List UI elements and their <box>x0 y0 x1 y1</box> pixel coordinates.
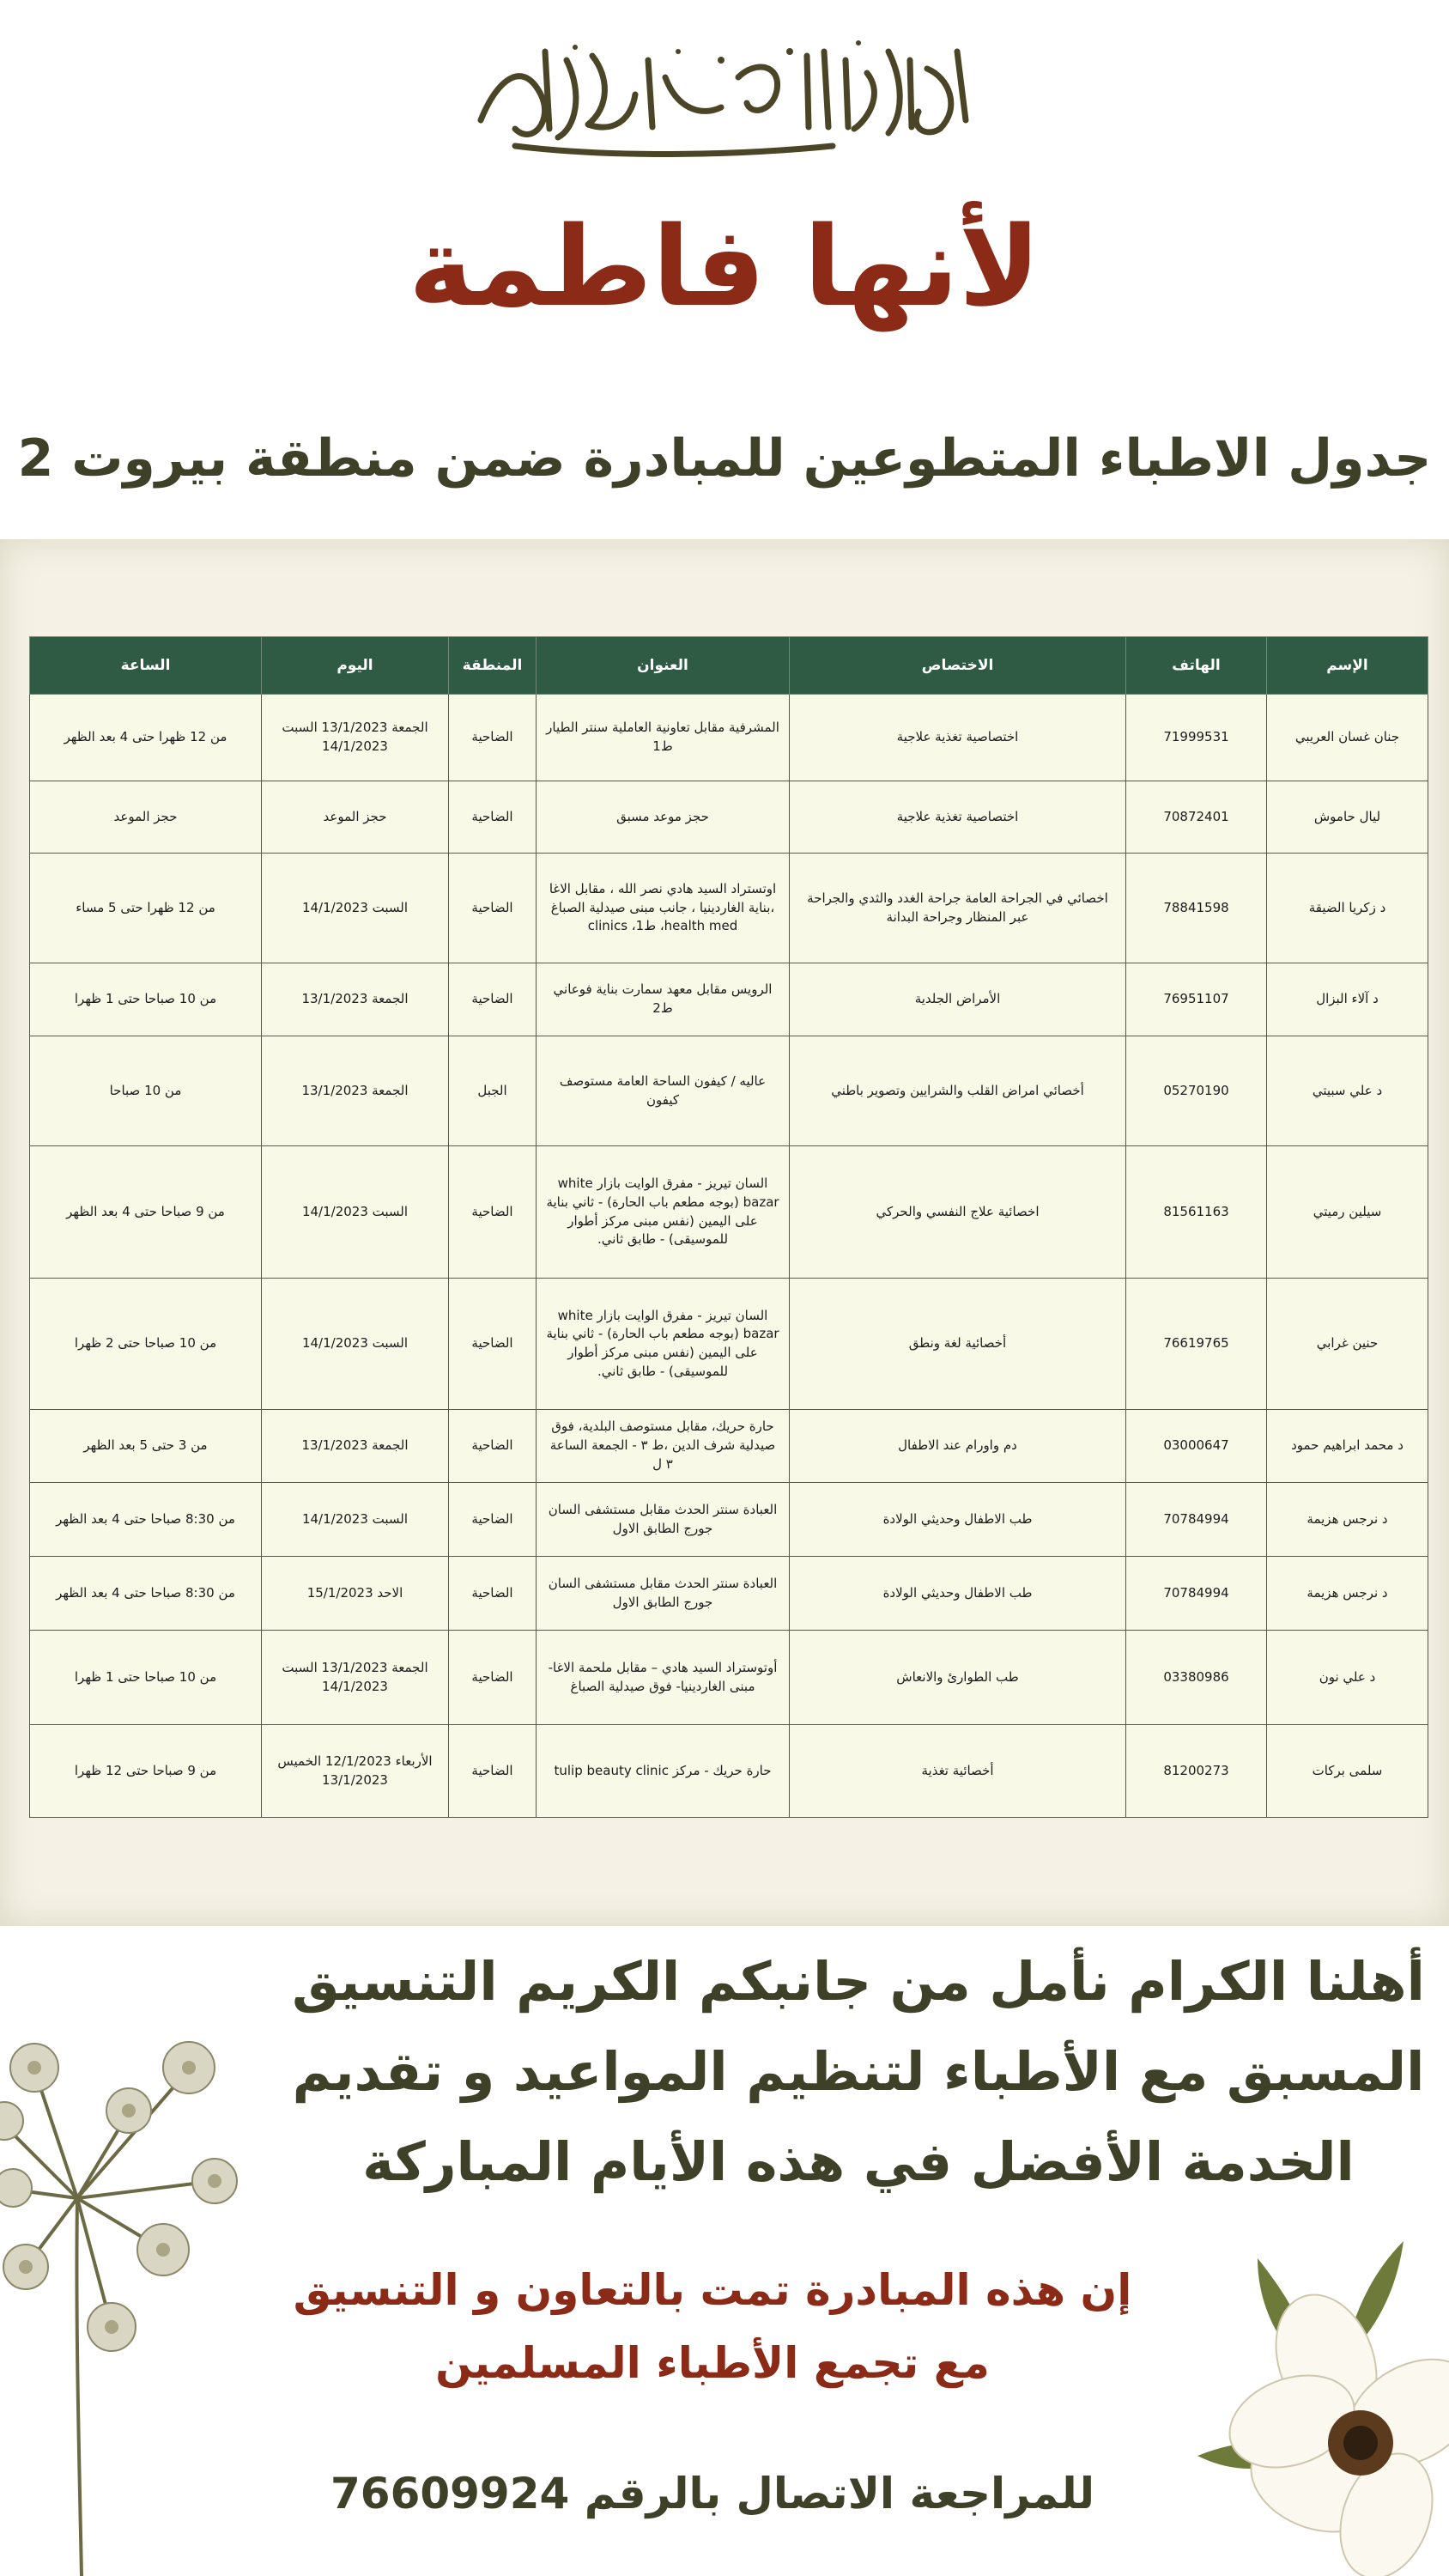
cell-day: السبت 14/1/2023 <box>262 1483 449 1557</box>
cell-time: من 8:30 صباحا حتى 4 بعد الظهر <box>30 1557 262 1631</box>
cell-time: من 12 ظهرا حتى 5 مساء <box>30 854 262 963</box>
cell-phone: 70784994 <box>1126 1557 1267 1631</box>
greeting-message: أهلنا الكرام نأمل من جانبكم الكريم التنسيق المسبق مع الأطباء لتنظيم المواعيد و تقديم الخدمة الأفضل في هذه الأيام المباركة <box>292 1950 1425 2193</box>
header-time: الساعة <box>30 637 262 695</box>
cell-region: الضاحية <box>449 695 537 781</box>
cell-specialty: الأمراض الجلدية <box>790 963 1126 1036</box>
cell-day: الأربعاء 12/1/2023 الخميس 13/1/2023 <box>262 1725 449 1818</box>
cell-name: د زكريا الضيقة <box>1267 854 1428 963</box>
cell-day: السبت 14/1/2023 <box>262 1279 449 1410</box>
cell-name: د محمد ابراهيم حمود <box>1267 1410 1428 1483</box>
white-flower-decoration <box>1197 2233 1449 2576</box>
cell-address: حارة حريك، مقابل مستوصف البلدية، فوق صيدلية شرف الدين ،ط ٣ - الجمعة الساعة ٣ ل <box>537 1410 790 1483</box>
cell-phone: 71999531 <box>1126 695 1267 781</box>
cell-address: أوتوستراد السيد هادي – مقابل ملحمة الاغا- مبنى الغاردينيا- فوق صيدلية الصباغ <box>537 1631 790 1725</box>
cell-specialty: طب الطوارئ والانعاش <box>790 1631 1126 1725</box>
cell-region: الضاحية <box>449 1483 537 1557</box>
cell-address: العبادة سنتر الحدث مقابل مستشفى السان جورج الطابق الاول <box>537 1557 790 1631</box>
cell-name: سيلين رميتي <box>1267 1146 1428 1279</box>
cell-time: من 10 صباحا حتى 1 ظهرا <box>30 963 262 1036</box>
cell-time: من 12 ظهرا حتى 4 بعد الظهر <box>30 695 262 781</box>
cell-phone: 70784994 <box>1126 1483 1267 1557</box>
header-address: العنوان <box>537 637 790 695</box>
cell-name: د علي سبيتي <box>1267 1036 1428 1146</box>
cell-time: حجز الموعد <box>30 781 262 854</box>
page-title: لأنها فاطمة <box>408 204 1041 331</box>
cell-time: من 10 صباحا حتى 1 ظهرا <box>30 1631 262 1725</box>
cell-address: السان تيريز - مفرق الوايت بازار white bazar (بوجه مطعم باب الحارة) - ثاني بناية على اليمين (نفس مبنى مركز أطوار للموسيقى) - طابق ثاني. <box>537 1279 790 1410</box>
table-row <box>30 1410 1428 1483</box>
cell-phone: 76951107 <box>1126 963 1267 1036</box>
cell-specialty: أخصائية لغة ونطق <box>790 1279 1126 1410</box>
cell-region: الضاحية <box>449 1725 537 1818</box>
table-row <box>30 781 1428 854</box>
cell-specialty: أخصائية تغذية <box>790 1725 1126 1818</box>
table-row <box>30 1279 1428 1410</box>
cell-day: الجمعة 13/1/2023 <box>262 1036 449 1146</box>
cell-specialty: اختصاصية تغذية علاجية <box>790 781 1126 854</box>
table-row <box>30 695 1428 781</box>
cell-name: حنين غرابي <box>1267 1279 1428 1410</box>
cell-region: الضاحية <box>449 1631 537 1725</box>
table-row <box>30 1146 1428 1279</box>
cell-address: عاليه / كيفون الساحة العامة مستوصف كيفون <box>537 1036 790 1146</box>
cell-name: جنان غسان العريبي <box>1267 695 1428 781</box>
cell-phone: 03000647 <box>1126 1410 1267 1483</box>
table-row <box>30 1557 1428 1631</box>
cell-region: الضاحية <box>449 963 537 1036</box>
table-row <box>30 1483 1428 1557</box>
cell-time: من 9 صباحا حتى 4 بعد الظهر <box>30 1146 262 1279</box>
cell-name: د نرجس هزيمة <box>1267 1483 1428 1557</box>
cell-region: الجبل <box>449 1036 537 1146</box>
table-row <box>30 1725 1428 1818</box>
cell-phone: 78841598 <box>1126 854 1267 963</box>
cell-region: الضاحية <box>449 781 537 854</box>
cell-specialty: أخصائي امراض القلب والشرايين وتصوير باطني <box>790 1036 1126 1146</box>
cell-specialty: طب الاطفال وحديثي الولادة <box>790 1557 1126 1631</box>
cell-specialty: اختصاصية تغذية علاجية <box>790 695 1126 781</box>
cell-day: الجمعة 13/1/2023 <box>262 963 449 1036</box>
table-row <box>30 1631 1428 1725</box>
cell-address: العبادة سنتر الحدث مقابل مستشفى السان جورج الطابق الاول <box>537 1483 790 1557</box>
cell-name: د نرجس هزيمة <box>1267 1557 1428 1631</box>
cell-day: السبت 14/1/2023 <box>262 1146 449 1279</box>
cell-day: السبت 14/1/2023 <box>262 854 449 963</box>
cell-time: من 10 صباحا حتى 2 ظهرا <box>30 1279 262 1410</box>
cell-day: الجمعة 13/1/2023 السبت 14/1/2023 <box>262 695 449 781</box>
doctors-table-container <box>29 636 1428 1818</box>
cell-day: الاحد 15/1/2023 <box>262 1557 449 1631</box>
cell-phone: 05270190 <box>1126 1036 1267 1146</box>
cell-address: الرويس مقابل معهد سمارت بناية فوعاني ط2 <box>537 963 790 1036</box>
cell-phone: 70872401 <box>1126 781 1267 854</box>
cell-region: الضاحية <box>449 1557 537 1631</box>
cell-day: الجمعة 13/1/2023 <box>262 1410 449 1483</box>
cell-address: حارة حريك - مركز tulip beauty clinic <box>537 1725 790 1818</box>
cell-specialty: دم واورام عند الاطفال <box>790 1410 1126 1483</box>
header-specialty: الاختصاص <box>790 637 1126 695</box>
cell-region: الضاحية <box>449 1279 537 1410</box>
cell-day: حجز الموعد <box>262 781 449 854</box>
basmala-calligraphy-logo <box>464 26 987 172</box>
cell-specialty: اخصائي في الجراحة العامة جراحة الغدد والثدي والجراحة عبر المنظار وجراحة البدانة <box>790 854 1126 963</box>
cell-region: الضاحية <box>449 854 537 963</box>
cell-address: حجز موعد مسبق <box>537 781 790 854</box>
cell-time: من 8:30 صباحا حتى 4 بعد الظهر <box>30 1483 262 1557</box>
cell-time: من 10 صباحا <box>30 1036 262 1146</box>
cell-name: سلمى بركات <box>1267 1725 1428 1818</box>
cell-day: الجمعة 13/1/2023 السبت 14/1/2023 <box>262 1631 449 1725</box>
cell-name: د علي نون <box>1267 1631 1428 1725</box>
header-name: الإسم <box>1267 637 1428 695</box>
table-row <box>30 963 1428 1036</box>
table-row <box>30 1036 1428 1146</box>
cell-specialty: اخصائية علاج النفسي والحركي <box>790 1146 1126 1279</box>
cell-phone: 81561163 <box>1126 1146 1267 1279</box>
table-header-row <box>30 637 1428 695</box>
header-day: اليوم <box>262 637 449 695</box>
cell-phone: 81200273 <box>1126 1725 1267 1818</box>
cell-name: ليال حاموش <box>1267 781 1428 854</box>
cell-time: من 9 صباحا حتى 12 ظهرا <box>30 1725 262 1818</box>
cell-name: د آلاء البزال <box>1267 963 1428 1036</box>
page-subtitle: جدول الاطباء المتطوعين للمبادرة ضمن منطقة بيروت 2 <box>17 428 1432 489</box>
cell-time: من 3 حتى 5 بعد الظهر <box>30 1410 262 1483</box>
cell-address: السان تيريز - مفرق الوايت بازار white bazar (بوجه مطعم باب الحارة) - ثاني بناية على اليمين (نفس مبنى مركز أطوار للموسيقى) - طابق ثاني. <box>537 1146 790 1279</box>
doctors-table <box>29 636 1428 1818</box>
cell-address: المشرفية مقابل تعاونية العاملية سنتر الطيار ط1 <box>537 695 790 781</box>
initiative-note: إن هذه المبادرة تمت بالتعاون و التنسيق مع تجمع الأطباء المسلمين <box>293 2265 1132 2388</box>
cell-region: الضاحية <box>449 1410 537 1483</box>
contact-number: للمراجعة الاتصال بالرقم 76609924 <box>330 2469 1095 2518</box>
cell-region: الضاحية <box>449 1146 537 1279</box>
table-row <box>30 854 1428 963</box>
header-region: المنطقة <box>449 637 537 695</box>
cell-phone: 03380986 <box>1126 1631 1267 1725</box>
header-phone: الهاتف <box>1126 637 1267 695</box>
cell-phone: 76619765 <box>1126 1279 1267 1410</box>
cell-specialty: طب الاطفال وحديثي الولادة <box>790 1483 1126 1557</box>
dried-flower-decoration <box>0 1966 275 2576</box>
cell-address: اوتستراد السيد هادي نصر الله ، مقابل الاغا ،بناية الغاردينيا ، جانب مبنى صيدلية الصباغ health med، ط1، clinics <box>537 854 790 963</box>
